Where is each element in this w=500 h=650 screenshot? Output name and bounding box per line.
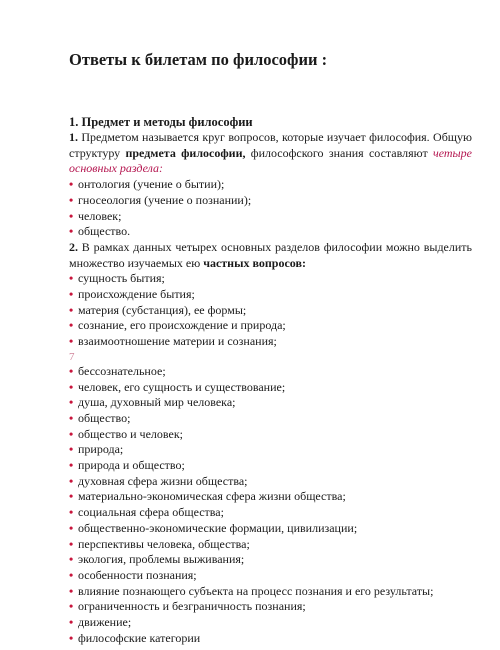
list-item: • душа, духовный мир человека; [69,395,472,411]
paragraph-emphasis: частных вопросов: [203,255,306,270]
list-item: • взаимоотношение материи и сознания; [69,334,472,350]
bullet-list-questions [69,271,472,350]
paragraph-emphasis: предмета философии, [125,145,246,160]
paragraph-text: В рамках данных четырех основных разделов философии можно выделить множество изучаемых ею [69,239,473,270]
document-title: Ответы к билетам по философии : [69,50,328,69]
list-item: • общество. [69,224,472,240]
list-item: • гносеология (учение о познании); [69,193,472,209]
list-item: • особенности познания; [69,568,472,584]
list-item: • общество и человек; [69,427,472,443]
list-item: • природа; [69,442,472,458]
list-item: • человек, его сущность и существование; [69,380,472,396]
list-item: • духовная сфера жизни общества; [69,474,472,490]
list-item: • сущность бытия; [69,271,472,287]
list-item: • социальная сфера общества; [69,505,472,521]
list-item: • ограниченность и безграничность познания; [69,599,472,615]
document-body [69,130,472,647]
list-item: • материально-экономическая сфера жизни общества; [69,489,472,505]
list-item: • общественно-экономические формации, цивилизации; [69,521,472,537]
bullet-list-questions-continued [69,364,472,647]
paragraph-number: 2. [69,239,78,254]
paragraph-text: Предметом называется круг вопросов, которые изучает философия. Общую структуру [69,130,473,160]
paragraph-accent: четыре основных раздела: [69,145,472,176]
list-item: • перспективы человека, общества; [69,537,472,553]
list-item: • философские категории [69,631,472,647]
list-item: • влияние познающего субъекта на процесс познания и его результаты; [69,584,472,600]
list-item: • онтология (учение о бытии); [69,177,472,193]
paragraph-2 [69,240,472,271]
list-item: • экология, проблемы выживания; [69,552,472,568]
page-marker: 7 [69,350,75,363]
bullet-list-sections [69,177,472,240]
list-item: • происхождение бытия; [69,287,472,303]
paragraph-number: 1. [69,130,78,144]
list-item: • общество; [69,411,472,427]
paragraph-text: философского знания составляют [245,145,433,160]
list-item: • сознание, его происхождение и природа; [69,318,472,334]
list-item: • человек; [69,209,472,225]
section-title: 1. Предмет и методы философии [69,115,253,129]
list-item: • бессознательное; [69,364,472,380]
paragraph-1 [69,130,472,177]
list-item: • природа и общество; [69,458,472,474]
list-item: • движение; [69,615,472,631]
list-item: • материя (субстанция), ее формы; [69,303,472,319]
